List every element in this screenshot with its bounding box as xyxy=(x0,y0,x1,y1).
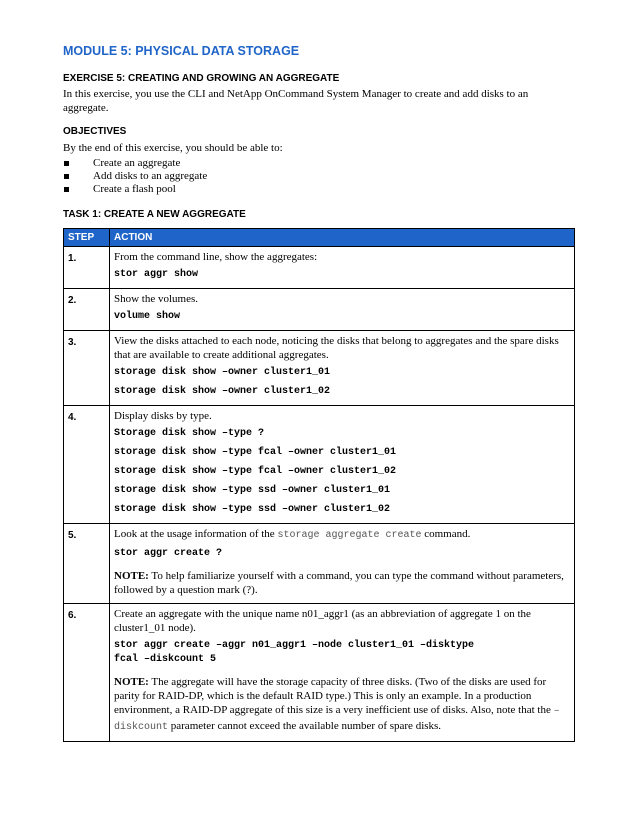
command-line: storage disk show –owner cluster1_02 xyxy=(114,386,331,397)
list-item: Create an aggregate xyxy=(63,157,575,170)
step-note: NOTE: To help familiarize yourself with a command, you can type the command without parameters, followed by a question mark (?). xyxy=(114,570,564,596)
step-text: From the command line, show the aggregates: xyxy=(114,251,318,263)
document-page xyxy=(63,44,575,742)
exercise-intro: In this exercise, you use the CLI and NetApp OnCommand System Manager to create and add disks to an aggregate. xyxy=(63,88,529,114)
module-title: MODULE 5: PHYSICAL DATA STORAGE xyxy=(63,44,300,58)
inline-command: storage aggregate create xyxy=(277,530,422,541)
table-row xyxy=(64,406,575,524)
table-row xyxy=(64,331,575,406)
step-number: 1. xyxy=(64,247,110,289)
command-line: storage disk show –type ssd –owner cluster1_02 xyxy=(114,504,391,515)
table-header-row xyxy=(64,229,575,247)
step-number: 4. xyxy=(64,406,110,524)
step-action xyxy=(110,604,575,742)
list-item: Add disks to an aggregate xyxy=(63,170,575,183)
header-step: STEP xyxy=(64,229,110,247)
step-action xyxy=(110,524,575,604)
objectives-intro: By the end of this exercise, you should be able to: xyxy=(63,142,283,154)
step-number: 2. xyxy=(64,289,110,331)
exercise-title: EXERCISE 5: CREATING AND GROWING AN AGGREGATE xyxy=(63,73,340,84)
step-text: Show the volumes. xyxy=(114,293,199,305)
step-number: 6. xyxy=(64,604,110,742)
command-line: storage disk show –type ssd –owner cluster1_01 xyxy=(114,485,391,496)
command-line: stor aggr create –aggr n01_aggr1 –node cluster1_01 –disktype fcal –diskcount 5 xyxy=(114,640,475,665)
list-item: Create a flash pool xyxy=(63,183,575,196)
command-line: stor aggr show xyxy=(114,269,199,280)
command-line: stor aggr create ? xyxy=(114,548,223,559)
step-number: 5. xyxy=(64,524,110,604)
square-bullet-icon xyxy=(64,187,69,192)
command-line: volume show xyxy=(114,311,181,322)
header-action: ACTION xyxy=(110,229,575,247)
step-text: View the disks attached to each node, noticing the disks that belong to aggregates and the spare disks that are available to create additional aggregates. xyxy=(114,335,559,361)
command-line: storage disk show –type fcal –owner cluster1_01 xyxy=(114,447,397,458)
step-action xyxy=(110,247,575,289)
command-line: storage disk show –type fcal –owner cluster1_02 xyxy=(114,466,397,477)
command-line: Storage disk show –type ? xyxy=(114,428,265,439)
table-row xyxy=(64,289,575,331)
note-label: NOTE: xyxy=(114,676,149,688)
step-action xyxy=(110,406,575,524)
table-row xyxy=(64,247,575,289)
step-note: NOTE: The aggregate will have the storage capacity of three disks. (Two of the disks are used for parity for RAID-DP, which is the default RAID type.) This is only an example. In a production environment, a RAID-DP aggregate of this size is a very inefficient use of disks. Also, note that the –diskcount parameter cannot exceed the available number of spare disks. xyxy=(114,676,560,733)
inline-command: –diskcount xyxy=(114,706,560,733)
table-row xyxy=(64,524,575,604)
square-bullet-icon xyxy=(64,161,69,166)
task-title: TASK 1: CREATE A NEW AGGREGATE xyxy=(63,209,246,220)
step-number: 3. xyxy=(64,331,110,406)
note-label: NOTE: xyxy=(114,570,149,582)
command-line: storage disk show –owner cluster1_01 xyxy=(114,367,331,378)
step-text: Create an aggregate with the unique name n01_aggr1 (as an abbreviation of aggregate 1 on the cluster1_01 node). xyxy=(114,608,531,634)
step-action xyxy=(110,331,575,406)
objectives-title: OBJECTIVES xyxy=(63,126,127,137)
table-row xyxy=(64,604,575,742)
step-action xyxy=(110,289,575,331)
square-bullet-icon xyxy=(64,174,69,179)
objectives-list xyxy=(63,157,575,196)
step-text: Display disks by type. xyxy=(114,410,212,422)
steps-table xyxy=(63,228,575,742)
step-text: Look at the usage information of the storage aggregate create command. xyxy=(114,528,471,541)
